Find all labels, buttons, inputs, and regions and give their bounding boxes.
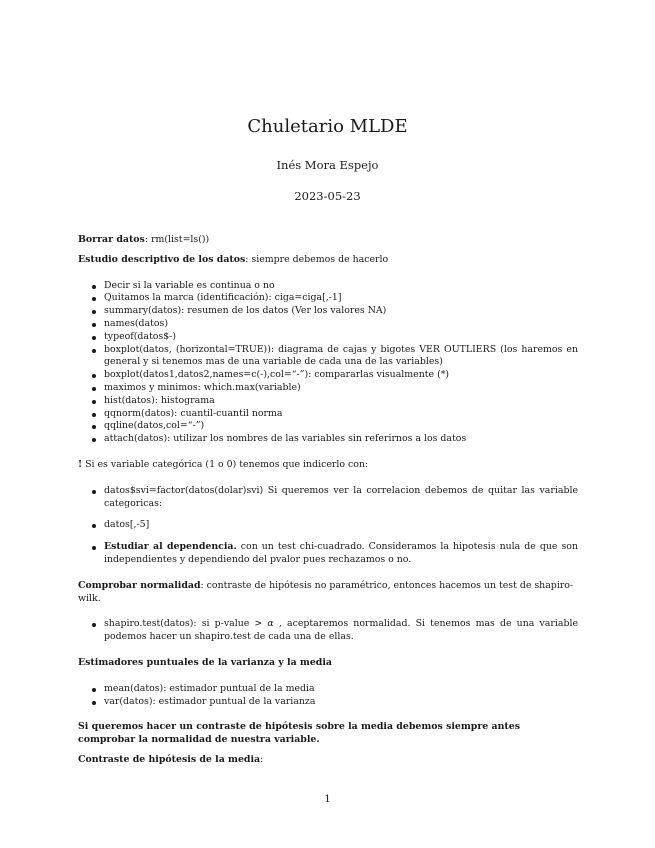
contraste-label: Contraste de hipótesis de la media bbox=[78, 753, 261, 765]
estudio-paragraph bbox=[78, 254, 578, 267]
normalidad-text: : contraste de hipótesis no paramétrico, entonces hacemos un test de shapiro-wilk. bbox=[78, 579, 574, 604]
document-author: Inés Mora Espejo bbox=[276, 158, 379, 172]
list-item: mean(datos): estimador puntual de la media bbox=[78, 683, 578, 696]
shapiro-text-end: , aceptaremos normalidad. Si tenemos mas de una variable podemos hacer un shapiro.test de cada una de ellas. bbox=[104, 618, 578, 643]
aviso-paragraph bbox=[78, 721, 578, 747]
list-item: boxplot(datos, (horizontal=TRUE)): diagrama de cajas y bigotes VER OUTLIERS (los haremos en general y si tenemos mas de una variable de cada una de las variables) bbox=[78, 344, 578, 370]
estimadores-heading bbox=[78, 657, 578, 670]
document-title: Chuletario MLDE bbox=[247, 116, 408, 137]
list-item bbox=[78, 541, 578, 567]
list-item: Quitamos la marca (identificación): ciga=ciga[,-1] bbox=[78, 292, 578, 305]
estudio-label: Estudio descriptivo de los datos bbox=[78, 253, 246, 265]
normalidad-label: Comprobar normalidad bbox=[78, 579, 201, 591]
estudio-list bbox=[78, 280, 578, 446]
borrar-label: Borrar datos bbox=[78, 234, 145, 245]
categorica-paragraph bbox=[78, 459, 578, 472]
normalidad-paragraph bbox=[78, 580, 578, 606]
document-date: 2023-05-23 bbox=[294, 189, 361, 203]
list-item: var(datos): estimador puntual de la varianza bbox=[78, 696, 578, 709]
aviso-text: Si queremos hacer un contraste de hipótesis sobre la media debemos siempre antes comprobar la normalidad de nuestra variable. bbox=[78, 721, 520, 746]
shapiro-text-start: shapiro.test(datos): si p-value > bbox=[104, 618, 268, 630]
categorica-list bbox=[78, 485, 578, 567]
list-item: datos[,-5] bbox=[78, 519, 578, 532]
contraste-text: : bbox=[260, 753, 264, 765]
normalidad-list bbox=[78, 618, 578, 644]
list-item: summary(datos): resumen de los datos (Ver los valores NA) bbox=[78, 305, 578, 318]
warning-mark: ! bbox=[78, 458, 83, 470]
list-item: maximos y minimos: which.max(variable) bbox=[78, 382, 578, 395]
list-item: hist(datos): histograma bbox=[78, 395, 578, 408]
list-item: typeof(datos$-) bbox=[78, 331, 578, 344]
estimadores-label: Estimadores puntuales de la varianza y la media bbox=[78, 656, 332, 668]
borrar-text: : rm(list=ls()) bbox=[144, 234, 210, 245]
dependencia-label: Estudiar al dependencia. bbox=[104, 541, 237, 553]
list-item: names(datos) bbox=[78, 318, 578, 331]
list-item bbox=[78, 618, 578, 644]
page-number: 1 bbox=[324, 794, 331, 805]
list-item: qqnorm(datos): cuantil-cuantil norma bbox=[78, 408, 578, 421]
estimadores-list bbox=[78, 683, 578, 709]
categorica-text: Si es variable categórica (1 o 0) tenemos que indicerlo con: bbox=[82, 458, 369, 470]
estudio-text: : siempre debemos de hacerlo bbox=[245, 253, 389, 265]
list-item: datos$svi=factor(datos(dolar)svi) Si queremos ver la correlacion debemos de quitar las variable categoricas: bbox=[78, 485, 578, 511]
dependencia-text: con un test chi-cuadrado. Consideramos la hipotesis nula de que son independientes y dependiendo del pvalor pues rechazamos o no. bbox=[104, 541, 578, 565]
alpha-symbol: α bbox=[267, 618, 274, 630]
list-item: boxplot(datos1,datos2,names=c(-),col=“-”): compararlas visualmente (*) bbox=[78, 369, 578, 382]
list-item: qqline(datos,col=“-”) bbox=[78, 420, 578, 433]
list-item: Decir si la variable es continua o no bbox=[78, 280, 578, 293]
document-body bbox=[78, 234, 578, 767]
borrar-paragraph bbox=[78, 234, 578, 247]
contraste-paragraph bbox=[78, 754, 578, 767]
list-item: attach(datos): utilizar los nombres de las variables sin referirnos a los datos bbox=[78, 433, 578, 446]
